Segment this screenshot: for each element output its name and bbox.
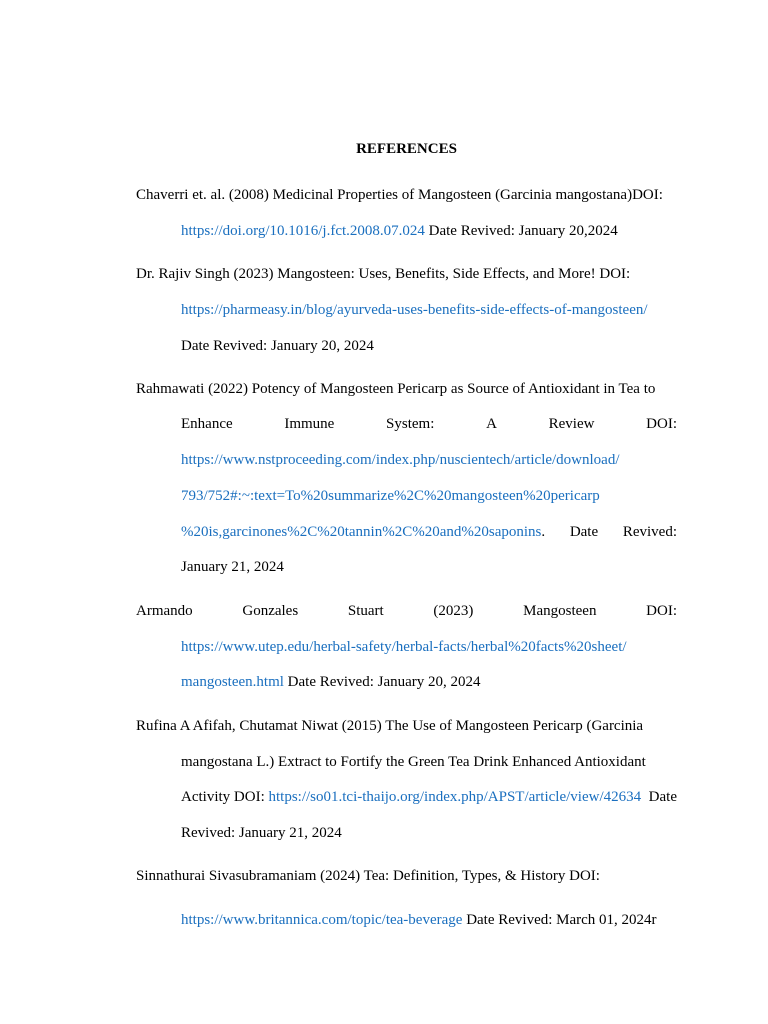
reference-3-link-part-1[interactable]: https://www.nstproceeding.com/index.php/nuscientech/article/download/ bbox=[181, 452, 620, 468]
reference-5-citation: Rufina A Afifah, Chutamat Niwat (2015) The Use of Mangosteen Pericarp (Garcinia bbox=[136, 718, 644, 734]
reference-5-line-3 bbox=[181, 787, 677, 807]
reference-2-line-1 bbox=[136, 264, 677, 284]
reference-5-date-word: Date bbox=[648, 789, 677, 805]
reference-3-line-6 bbox=[181, 557, 677, 577]
reference-3-revived-word: Revived: bbox=[622, 524, 677, 540]
reference-2-line-3 bbox=[181, 336, 677, 356]
reference-4-word: Stuart bbox=[347, 603, 384, 619]
reference-6-line-1 bbox=[136, 866, 677, 886]
reference-5-citation-cont: mangostana L.) Extract to Fortify the Green Tea Drink Enhanced Antioxidant bbox=[181, 754, 646, 770]
reference-4-word: Gonzales bbox=[242, 603, 299, 619]
reference-6-citation: Sinnathurai Sivasubramaniam (2024) Tea: Definition, Types, & History DOI: bbox=[136, 868, 600, 884]
reference-3-line-2 bbox=[181, 414, 677, 434]
reference-4-word: Armando bbox=[136, 603, 193, 619]
reference-3-line-1 bbox=[136, 379, 677, 399]
reference-4-word: DOI: bbox=[646, 603, 677, 619]
reference-3-word: Immune bbox=[284, 416, 335, 432]
reference-6-link[interactable]: https://www.britannica.com/topic/tea-beverage bbox=[181, 912, 463, 928]
reference-5-line-2 bbox=[181, 752, 677, 772]
reference-3-word: A bbox=[486, 416, 497, 432]
reference-4-line-1 bbox=[136, 601, 677, 621]
reference-4-line-3 bbox=[181, 672, 677, 692]
reference-2-link[interactable]: https://pharmeasy.in/blog/ayurveda-uses-benefits-side-effects-of-mangosteen/ bbox=[181, 302, 648, 318]
reference-1-citation: Chaverri et. al. (2008) Medicinal Properties of Mangosteen (Garcinia mangostana)DOI: bbox=[136, 187, 663, 203]
reference-6-line-2 bbox=[181, 910, 677, 930]
reference-2-citation: Dr. Rajiv Singh (2023) Mangosteen: Uses, Benefits, Side Effects, and More! DOI: bbox=[136, 266, 631, 282]
reference-1-line-1 bbox=[136, 185, 677, 205]
reference-4-link-part-1[interactable]: https://www.utep.edu/herbal-safety/herbal-facts/herbal%20facts%20sheet/ bbox=[181, 639, 627, 655]
reference-5-activity-doi: Activity DOI: bbox=[181, 789, 269, 805]
reference-1-link[interactable]: https://doi.org/10.1016/j.fct.2008.07.024 bbox=[181, 223, 425, 239]
reference-4-line-2 bbox=[181, 637, 677, 657]
reference-4-word: Mangosteen bbox=[523, 603, 597, 619]
reference-5-date: Revived: January 21, 2024 bbox=[181, 825, 342, 841]
reference-3-word: Enhance bbox=[181, 416, 233, 432]
reference-3-line-3 bbox=[181, 450, 677, 470]
reference-3-link-part-3[interactable]: %20is,garcinones%2C%20tannin%2C%20and%20saponins bbox=[181, 524, 542, 540]
reference-3-citation: Rahmawati (2022) Potency of Mangosteen Pericarp as Source of Antioxidant in Tea to bbox=[136, 381, 656, 397]
reference-5-line-1 bbox=[136, 716, 677, 736]
reference-3-date-word: Date bbox=[569, 524, 599, 540]
reference-4-date: Date Revived: January 20, 2024 bbox=[283, 674, 481, 690]
page-title: REFERENCES bbox=[356, 141, 457, 157]
reference-1-date: Date Revived: January 20,2024 bbox=[424, 223, 618, 239]
reference-3-dot: . bbox=[541, 524, 546, 540]
reference-3-line-4 bbox=[181, 486, 677, 506]
reference-3-word: Review bbox=[548, 416, 595, 432]
reference-3-line-5 bbox=[181, 522, 677, 542]
reference-3-date: January 21, 2024 bbox=[181, 559, 284, 575]
reference-2-line-2 bbox=[181, 300, 677, 320]
reference-1-line-2 bbox=[181, 221, 677, 241]
reference-5-link[interactable]: https://so01.tci-thaijo.org/index.php/APST/article/view/42634 bbox=[268, 789, 642, 805]
reference-3-word: DOI: bbox=[646, 416, 677, 432]
reference-2-date: Date Revived: January 20, 2024 bbox=[181, 338, 374, 354]
reference-3-link-part-2[interactable]: 793/752#:~:text=To%20summarize%2C%20mangosteen%20pericarp bbox=[181, 488, 600, 504]
reference-6-date: Date Revived: March 01, 2024r bbox=[462, 912, 657, 928]
reference-4-word: (2023) bbox=[433, 603, 474, 619]
reference-4-link-part-2[interactable]: mangosteen.html bbox=[181, 674, 284, 690]
reference-5-line-4 bbox=[181, 823, 677, 843]
reference-3-word: System: bbox=[386, 416, 435, 432]
